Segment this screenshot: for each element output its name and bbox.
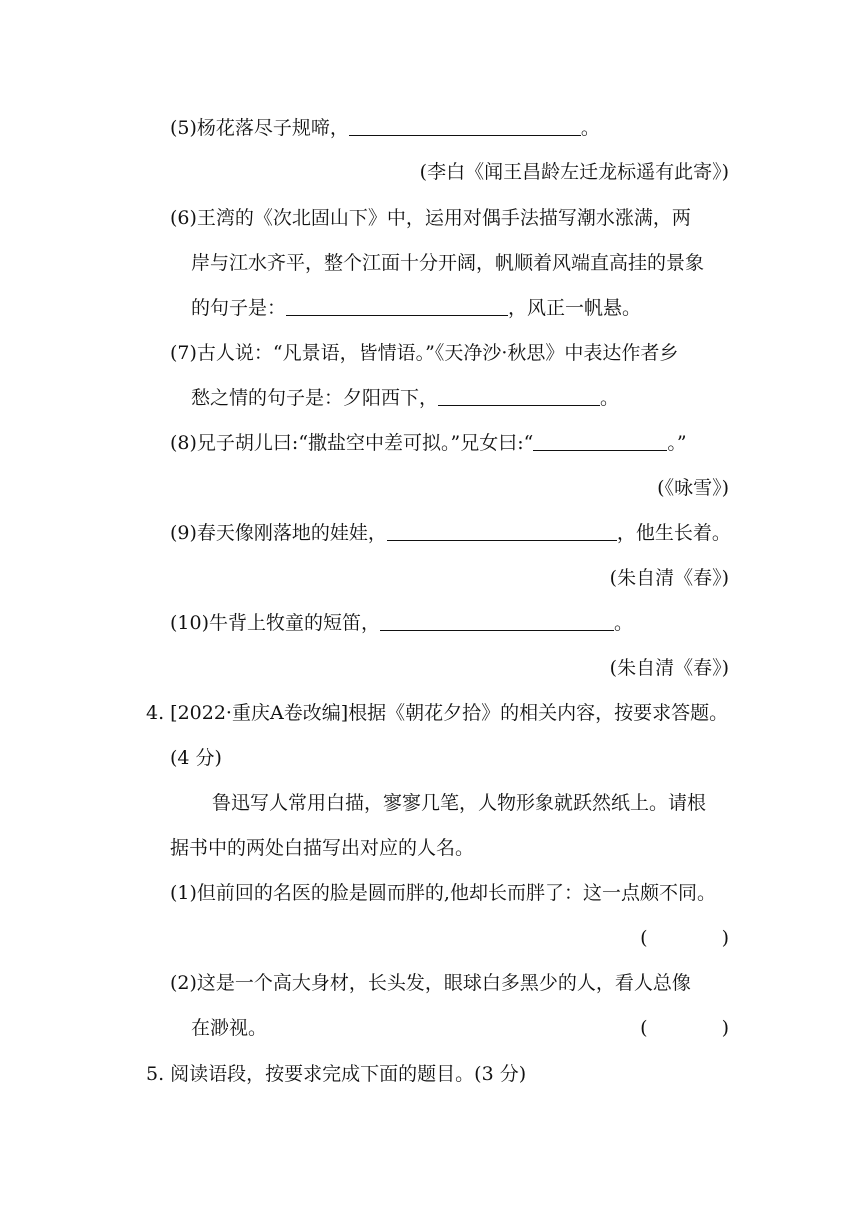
q4-intro-line2: 据书中的两处白描写出对应的人名。 <box>170 837 475 859</box>
q4-item1-answer[interactable] <box>640 926 729 950</box>
q3-item10 <box>170 611 633 635</box>
q3-item8-blank[interactable] <box>533 432 667 451</box>
q3-item10-end: 。 <box>614 612 634 634</box>
q3-item7-line1: (7)古人说：“凡景语，皆情语。”《天净沙·秋思》中表达作者乡 <box>170 342 679 364</box>
q3-item9-source: (朱自清《春》) <box>609 567 729 589</box>
q3-item9 <box>170 521 731 545</box>
q4-intro-line1: 鲁迅写人常用白描，寥寥几笔，人物形象就跃然纸上。请根 <box>212 792 707 814</box>
q3-item5 <box>170 116 600 140</box>
q4-item2-line2: 在渺视。 <box>191 1017 268 1039</box>
q4-item1-paren-open: ( <box>640 927 648 949</box>
q3-item10-text: (10)牛背上牧童的短笛， <box>170 612 381 634</box>
q3-item6-line3 <box>191 296 641 320</box>
q4-item2-answer[interactable] <box>640 1016 729 1040</box>
q3-item7-text: 愁之情的句子是：夕阳西下， <box>191 387 439 409</box>
q3-item10-blank[interactable] <box>380 612 614 631</box>
q4-item2-paren-close: ) <box>721 1017 729 1039</box>
q3-item6-text: 的句子是： <box>191 297 287 319</box>
q3-item5-text: (5)杨花落尽子规啼， <box>170 117 349 139</box>
q5-heading: 5. 阅读语段，按要求完成下面的题目。(3 分) <box>146 1063 527 1085</box>
q3-item8 <box>170 431 687 455</box>
q4-score: (4 分) <box>170 747 222 769</box>
q3-item6-line2: 岸与江水齐平，整个江面十分开阔，帆顺着风端直高挂的景象 <box>191 252 705 274</box>
q3-item6-line1: (6)王湾的《次北固山下》中，运用对偶手法描写潮水涨满，两 <box>170 207 691 229</box>
q3-item5-blank[interactable] <box>349 117 581 136</box>
q3-item7-end: 。 <box>600 387 620 409</box>
q3-item5-end: 。 <box>580 117 600 139</box>
q3-item6-end: ，风正一帆悬。 <box>508 297 642 319</box>
q3-item6-blank[interactable] <box>286 297 508 316</box>
q3-item8-source: (《咏雪》) <box>657 477 729 499</box>
q4-item2-line1: (2)这是一个高大身材，长头发，眼球白多黑少的人，看人总像 <box>170 972 691 994</box>
q3-item9-blank[interactable] <box>387 522 617 541</box>
q3-item10-source: (朱自清《春》) <box>609 657 729 679</box>
q4-heading: 4. [2022·重庆A卷改编]根据《朝花夕拾》的相关内容，按要求答题。 <box>146 702 729 724</box>
q3-item5-source: (李白《闻王昌龄左迁龙标遥有此寄》) <box>419 161 729 183</box>
q3-item9-end: ，他生长着。 <box>616 522 731 544</box>
q4-item1: (1)但前回的名医的脸是圆而胖的,他却长而胖了：这一点颇不同。 <box>170 882 716 904</box>
q4-item1-paren-close: ) <box>721 927 729 949</box>
q4-item2-paren-open: ( <box>640 1017 648 1039</box>
q3-item9-text: (9)春天像刚落地的娃娃， <box>170 522 387 544</box>
q3-item8-text: (8)兄子胡儿曰:“撒盐空中差可拟。”兄女曰:“ <box>170 432 534 454</box>
q3-item7-blank[interactable] <box>438 387 600 406</box>
q3-item7-line2 <box>191 386 619 410</box>
q3-item8-end: 。” <box>667 432 687 454</box>
